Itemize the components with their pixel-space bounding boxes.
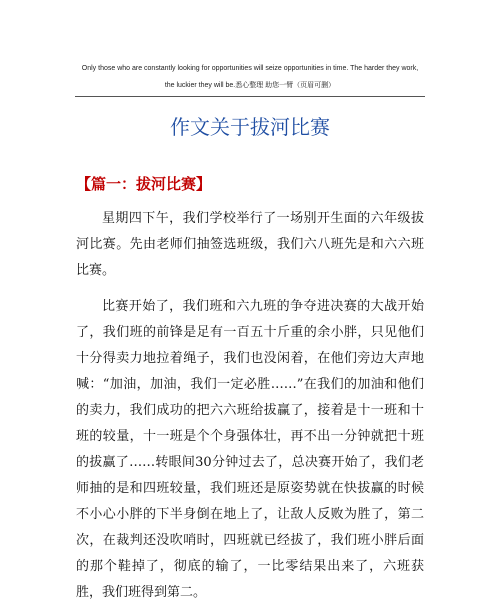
section-heading: 【篇一：拔河比赛】 xyxy=(76,175,212,193)
page-header xyxy=(70,60,430,94)
document-title: 作文关于拔河比赛 xyxy=(170,115,330,139)
paragraph-2: 比赛开始了，我们班和六九班的争夺进决赛的大战开始了，我们班的前锋是足有一百五十斤重的余小胖，只见他们十分得卖力地拉着绳子，我们也没闲着，在他们旁边大声地喊：“加油，加油，我们一定必胜……”在我们的加油和他们的卖力，我们成功的把六六班给拔赢了，接着是十一班和十班的较量，十一班是个个身强体壮，再不出一分钟就把十班的拔赢了……转眼间30分钟过去了，总决赛开始了，我们老师抽的是和四班较量，我们班还是原姿势就在快拔赢的时候不小心小胖的下半身倒在地上了，让敌人反败为胜了，第二次，在裁判还没吹哨时，四班就已经拔了，我们班小胖后面的那个鞋掉了，彻底的输了，一比零结果出来了，六班获胜，我们班得到第二。 xyxy=(76,299,424,600)
header-divider xyxy=(75,96,425,97)
header-line-2: the luckier they will be.悉心整理 助您一臂（页眉可删） xyxy=(164,82,336,89)
paragraph-1: 星期四下午，我们学校举行了一场别开生面的六年级拔河比赛。先由老师们抽签选班级，我们六八班先是和六六班比赛。 xyxy=(76,211,424,278)
header-line-1: Only those who are constantly looking for opportunities will seize opportunities in time. The harder they work, xyxy=(81,65,419,72)
